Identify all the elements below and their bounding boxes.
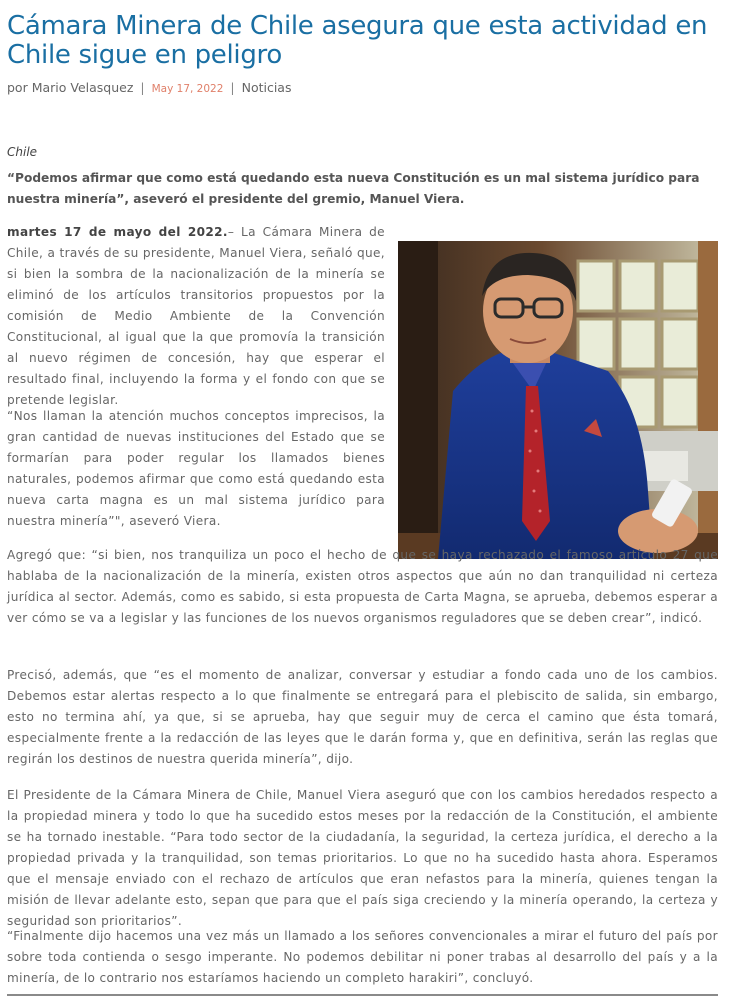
paragraph-2: “Nos llaman la atención muchos conceptos imprecisos, la gran cantidad de nuevas instituciones del Estado que se formarían para poder regular los llamados bienes naturales, podemos afirmar que como está quedando esta nueva carta magna es un mal sistema jurídico para nuestra minería”", aseveró Viera. [7,409,385,528]
article-kicker: Chile [7,145,38,159]
portrait-photo [398,241,718,559]
dateline: martes 17 de mayo del 2022. [7,225,228,239]
paragraph-1-text: – La Cámara Minera de Chile, a través de su presidente, Manuel Viera, señaló que, si bien la sombra de la nacionalización de la minería se eliminó de los artículos transitorios propuestos por la comisión de Medio Ambiente de la Convención Constitucional, al igual que la que promovía la transición al nuevo régimen de concesión, hay que esperar el resultado final, incluyendo la forma y el fondo con que se pretende legislar. [7,225,385,407]
category-link[interactable]: Noticias [241,80,292,95]
meta-separator: | [230,80,235,95]
paragraph-3: Agregó que: “si bien, nos tranquiliza un poco el hecho de que se haya rechazado el famoso artículo 27 que hablaba de la nacionalización de la minería, existen otros aspectos que aún no dan tranquilidad ni certeza jurídica al sector. Además, como es sabido, si esta propuesta de Carta Magna, se aprueba, debemos esperar a ver cómo se va a legislar y las funciones de los nuevos organismos reguladores que se deben crear”, indicó. [7,548,718,625]
paragraph-6: “Finalmente dijo hacemos una vez más un llamado a los señores convencionales a mirar el futuro del país por sobre toda contienda o sesgo imperante. No podemos debilitar ni poner trabas al desarrollo del país y a la minería, de lo contrario nos estaríamos haciendo un completo harakiri”, concluyó. [7,929,718,985]
article-lead: “Podemos afirmar que como está quedando esta nueva Constitución es un mal sistema jurídico para nuestra minería”, aseveró el presidente del gremio, Manuel Viera. [7,171,700,206]
author-link[interactable]: por Mario Velasquez [7,80,134,95]
publish-date: May 17, 2022 [151,83,224,95]
bottom-divider [7,994,718,996]
paragraph-1 [7,222,385,411]
paragraph-5: El Presidente de la Cámara Minera de Chile, Manuel Viera aseguró que con los cambios heredados respecto a la propiedad minera y todo lo que ha sucedido estos meses por la redacción de la Constitución, el ambiente se ha tornado inestable. “Para todo sector de la ciudadanía, la seguridad, la certeza jurídica, el derecho a la propiedad privada y la tranquilidad, son temas prioritarios. Lo que no ha sucedido hasta ahora. Esperamos que el mensaje enviado con el rechazo de artículos que eran nefastos para la minería, quienes tengan la misión de llevar adelante esto, sepan que para que el país siga creciendo y la minería operando, la certeza y seguridad son prioritarios”. [7,788,718,928]
meta-separator: | [140,80,145,95]
article-title: Cámara Minera de Chile asegura que esta actividad en Chile sigue en peligro [7,11,708,70]
paragraph-4: Precisó, además, que “es el momento de analizar, conversar y estudiar a fondo cada uno de los cambios. Debemos estar alertas respecto a lo que finalmente se entregará para el plebiscito de salida, sin embargo, esto no termina ahí, ya que, si se aprueba, hay que seguir muy de cerca el camino que ésta tomará, especialmente frente a la redacción de las leyes que le darán forma y, que en definitiva, serán las reglas que regirán los destinos de nuestra querida minería”, dijo. [7,668,718,766]
article-meta [7,80,291,95]
